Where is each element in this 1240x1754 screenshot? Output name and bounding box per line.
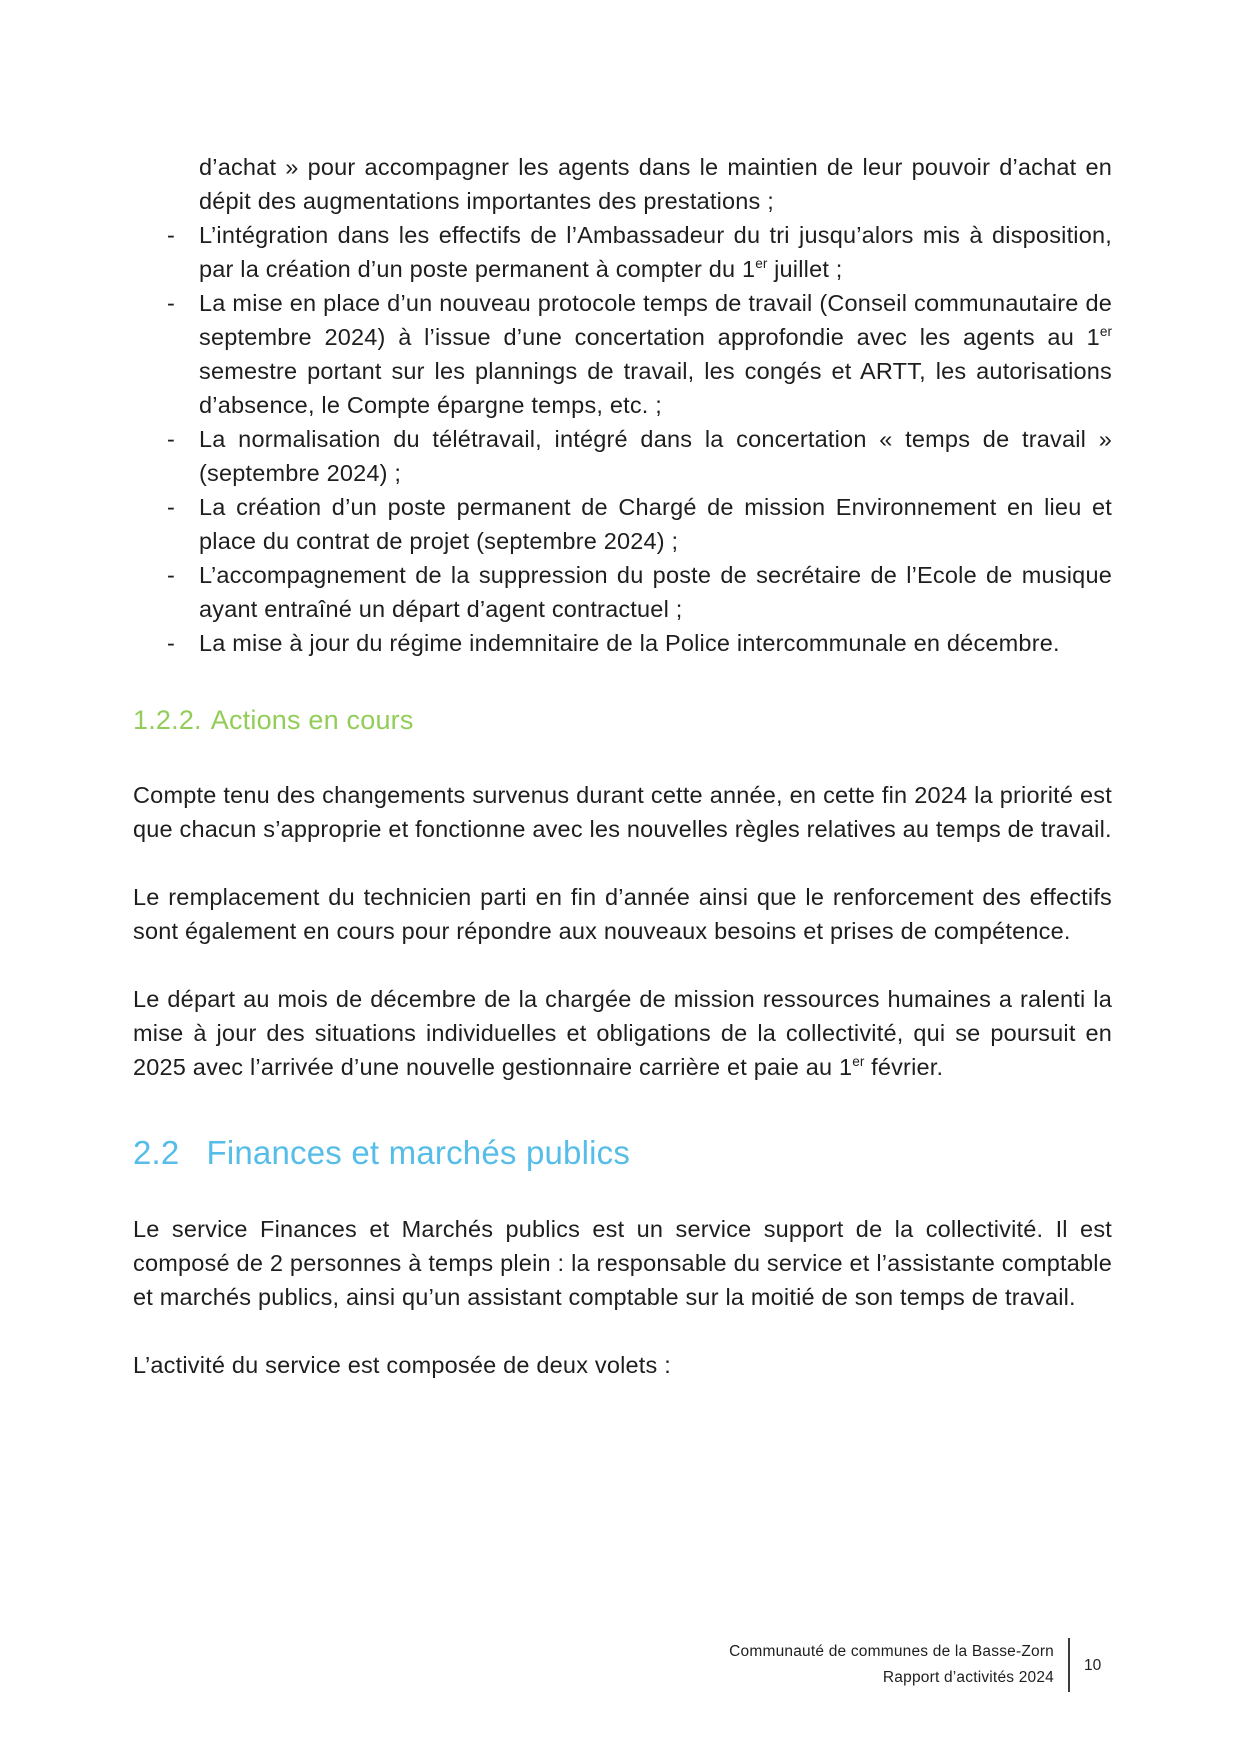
footer-org-name: Communauté de communes de la Basse-Zorn	[729, 1643, 1054, 1660]
list-item	[133, 218, 1112, 286]
section-heading-finances	[133, 1134, 1112, 1172]
paragraph: Le remplacement du technicien parti en fin d’année ainsi que le renforcement des effectifs sont également en cours pour répondre aux nouveaux besoins et prises de compétence.	[133, 884, 1112, 944]
list-item-text	[199, 626, 1112, 660]
bullet-marker: -	[167, 290, 176, 316]
text-segment: semestre portant sur les plannings de travail, les congés et ARTT, les autorisations d’absence, le Compte épargne temps, etc. ;	[199, 358, 1112, 418]
bullet-marker: -	[167, 426, 176, 452]
text-segment: février.	[864, 1054, 944, 1080]
ordinal-superscript: er	[1099, 324, 1112, 340]
bullet-marker: -	[167, 222, 176, 248]
text-segment: L’accompagnement de la suppression du poste de secrétaire de l’Ecole de musique ayant entraîné un départ d’agent contractuel ;	[199, 562, 1112, 622]
bullet-list	[133, 150, 1112, 660]
bullet-marker: -	[167, 630, 176, 656]
paragraph: Le service Finances et Marchés publics est un service support de la collectivité. Il est composé de 2 personnes à temps plein : la responsable du service et l’assistante comptable et marchés publics, ainsi qu’un assistant comptable sur la moitié de son temps de travail.	[133, 1216, 1112, 1310]
footer-report-title: Rapport d’activités 2024	[882, 1669, 1054, 1686]
bullet-marker: -	[167, 494, 176, 520]
text-segment: La création d’un poste permanent de Chargé de mission Environnement en lieu et place du contrat de projet (septembre 2024) ;	[199, 494, 1112, 554]
paragraph: L’activité du service est composée de deux volets :	[133, 1352, 671, 1378]
list-item-text	[199, 286, 1112, 422]
list-item	[133, 490, 1112, 558]
page-number: 10	[1084, 1657, 1102, 1674]
text-segment: La mise en place d’un nouveau protocole temps de travail (Conseil communautaire de septembre 2024) à l’issue d’une concertation approfondie avec les agents au 1	[199, 290, 1112, 350]
heading-number: 1.2.2.	[133, 705, 202, 735]
text-segment: L’intégration dans les effectifs de l’Ambassadeur du tri jusqu’alors mis à disposition, par la création d’un poste permanent à compter du 1	[199, 222, 1112, 282]
section-heading-actions-en-cours	[133, 704, 1112, 736]
text-segment: Le départ au mois de décembre de la chargée de mission ressources humaines a ralenti la mise à jour des situations individuelles et obligations de la collectivité, qui se poursuit en 2025 avec l’arrivée d’une nouvelle gestionnaire carrière et paie au 1	[133, 986, 1112, 1080]
list-item-text	[199, 218, 1112, 286]
text-segment: La normalisation du télétravail, intégré dans la concertation « temps de travail » (septembre 2024) ;	[199, 426, 1112, 486]
bullet-marker: -	[167, 562, 176, 588]
list-item-continuation: d’achat » pour accompagner les agents dans le maintien de leur pouvoir d’achat en dépit des augmentations importantes des prestations ;	[199, 154, 1112, 214]
footer-divider	[1068, 1638, 1070, 1692]
footer-text	[729, 1639, 1054, 1691]
heading-number: 2.2	[133, 1134, 180, 1171]
paragraph: Compte tenu des changements survenus durant cette année, en cette fin 2024 la priorité est que chacun s’approprie et fonctionne avec les nouvelles règles relatives au temps de travail.	[133, 782, 1112, 842]
text-segment: La mise à jour du régime indemnitaire de la Police intercommunale en décembre.	[199, 630, 1060, 656]
text-segment: juillet ;	[767, 256, 843, 282]
paragraph	[133, 982, 1112, 1084]
ordinal-superscript: er	[755, 256, 768, 272]
list-item	[133, 558, 1112, 626]
page-footer	[729, 1638, 1114, 1692]
list-item	[133, 422, 1112, 490]
list-item	[133, 626, 1112, 660]
list-item-text	[199, 558, 1112, 626]
list-item	[133, 286, 1112, 422]
heading-label: Finances et marchés publics	[206, 1134, 631, 1171]
list-item-text	[199, 490, 1112, 558]
heading-label: Actions en cours	[210, 705, 414, 735]
list-item-text	[199, 422, 1112, 490]
ordinal-superscript: er	[852, 1054, 865, 1070]
